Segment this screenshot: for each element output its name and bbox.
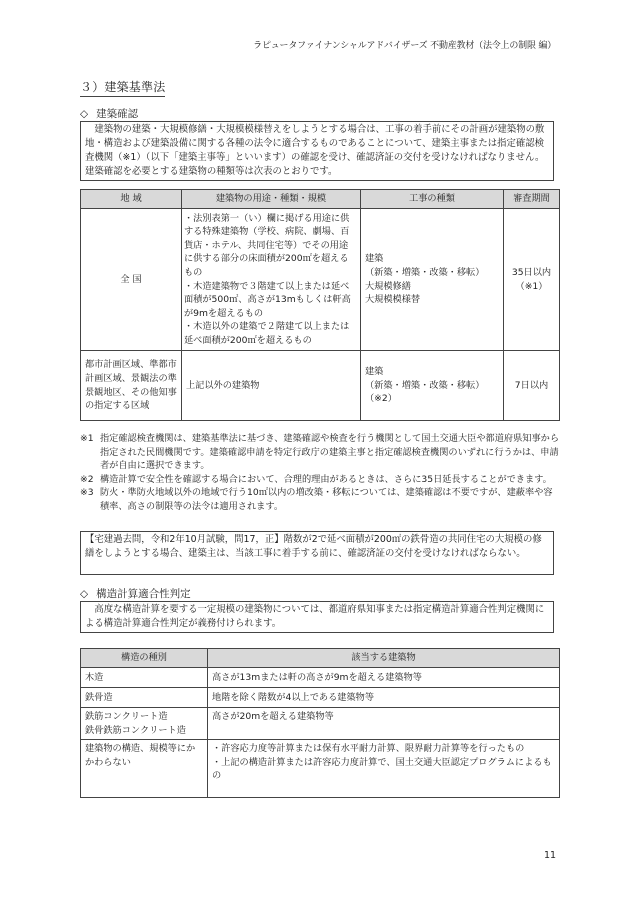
building-confirmation-text: 建築物の建築・大規模修繕・大規模模様替えをしようとする場合は、工事の着手前にその計画が建築物の敷地・構造および建築設備に関する各種の法令に適合するものであることについて、建築主事または指定確認検査機関（※1）（以下「建築主事等」といいます）の確認を受け、確認済証の交付を受けなければなりません。建築確認を必要とする建築物の種類等は次表のとおりです。 xyxy=(80,121,554,181)
work-line: 大規模模様替 xyxy=(365,294,421,306)
column-header: 工事の種類 xyxy=(361,190,504,209)
structural-calculation-text: 高度な構造計算を要する一定規模の建築物については、都道府県知事または指定構造計算適合性判定機関による構造計算適合性判定が義務付けられます。 xyxy=(80,601,554,633)
table-row xyxy=(81,688,560,708)
period-line: （※1） xyxy=(515,280,548,292)
table-row xyxy=(81,708,560,740)
work-line: 建築 xyxy=(365,253,384,265)
structure-type-cell: 鉄骨造 xyxy=(81,688,208,708)
period-cell xyxy=(504,209,560,351)
subsection-heading-building-confirmation xyxy=(80,106,138,121)
work-line: （※2） xyxy=(365,393,397,405)
period-cell: 7日以内 xyxy=(504,351,560,421)
section-title: ３）建築基準法 xyxy=(80,78,165,97)
page-number: 11 xyxy=(544,850,557,861)
footnote-marker: ※1 xyxy=(80,433,94,444)
column-header: 構造の種別 xyxy=(81,649,208,668)
table-row xyxy=(81,668,560,688)
footnote xyxy=(80,486,560,513)
structure-type-cell: 建築物の構造、規模等にかかわらない xyxy=(81,740,208,798)
work-line: （新築・増築・改築・移転） xyxy=(365,266,485,278)
work-line: 大規模修繕 xyxy=(365,280,411,292)
work-type-cell xyxy=(361,351,504,421)
diamond-icon: ◇ xyxy=(80,588,89,600)
work-line: 建築 xyxy=(365,366,384,378)
footnote xyxy=(80,473,560,487)
table-row xyxy=(81,740,560,798)
uses-cell xyxy=(182,209,361,351)
footnote-text: 構造計算で安全性を確認する場合において、合理的理由があるときは、さらに35日延長することができます。 xyxy=(100,473,552,485)
work-line: （新築・増築・改築・移転） xyxy=(365,379,485,391)
column-header: 地 域 xyxy=(81,190,182,209)
applicable-building-cell: ・許容応力度等計算または保有水平耐力計算、限界耐力計算等を行ったもの ・上記の構造計算または許容応力度計算で、国土交通大臣認定プログラムによるもの xyxy=(208,740,560,798)
period-line: 35日以内 xyxy=(511,266,552,278)
table-header-row xyxy=(81,190,560,209)
footnote-text: 指定確認検査機関は、建築基準法に基づき、建築確認や検査を行う機関として国土交通大臣や都道府県知事から指定された民間機関です。建築確認申請を特定行政庁の建築主事と指定確認検査機関のいずれに行うかは、申請者が自由に選択できます。 xyxy=(100,433,560,472)
building-confirmation-table xyxy=(80,189,560,421)
applicable-building-cell: 高さが20mを超える建築物等 xyxy=(208,708,560,740)
table-row xyxy=(81,209,560,351)
running-header: ラピュータファイナンシャルアドバイザーズ 不動産教材（法令上の制限 編） xyxy=(253,41,556,51)
footnotes xyxy=(80,432,560,514)
applicable-building-cell: 高さが13mまたは軒の高さが9mを超える建築物等 xyxy=(208,668,560,688)
list-item: ・木造以外の建築で２階建て以上または延べ面積が200㎡を超えるもの xyxy=(184,321,350,346)
footnote-marker: ※3 xyxy=(80,487,94,499)
applicable-building-cell: 地階を除く階数が4以上である建築物等 xyxy=(208,688,560,708)
work-type-cell xyxy=(361,209,504,351)
area-cell: 全 国 xyxy=(81,209,182,351)
structural-table xyxy=(80,648,560,798)
list-item: ・法別表第一（い）欄に掲げる用途に供する特殊建築物（学校、病院、劇場、百貨店・ホテル、共同住宅等）でその用途に供する部分の床面積が200㎡を超えるもの xyxy=(184,212,350,278)
footnote-text: 防火・準防火地域以外の地域で行う10㎡以内の増改築・移転については、建築確認は不要ですが、建蔽率や容積率、高さの制限等の法令は適用されます。 xyxy=(100,487,553,512)
footnote xyxy=(80,432,560,473)
footnote-marker: ※2 xyxy=(80,473,94,485)
list-item: ・木造建築物で３階建て以上または延べ面積が500㎡、高さが13mもしくは軒高が9mを超えるもの xyxy=(184,280,351,319)
diamond-icon: ◇ xyxy=(80,108,89,120)
structure-type-cell: 木造 xyxy=(81,668,208,688)
column-header: 審査期間 xyxy=(504,190,560,209)
subsection-heading-structural xyxy=(80,586,191,601)
uses-cell: 上記以外の建築物 xyxy=(182,351,361,421)
subsection-heading-text: 建築確認 xyxy=(96,108,139,120)
table-row xyxy=(81,351,560,421)
table-header-row xyxy=(81,649,560,668)
column-header: 建築物の用途・種類・規模 xyxy=(182,190,361,209)
column-header: 該当する建築物 xyxy=(208,649,560,668)
past-exam-box: 【宅建過去問，令和2年10月試験，問17，正】階数が2で延べ面積が200㎡の鉄骨造の共同住宅の大規模の修繕をしようとする場合、建築主は、当該工事に着手する前に、確認済証の交付を受けなければならない。 xyxy=(80,531,554,575)
structure-type-cell: 鉄筋コンクリート造 鉄骨鉄筋コンクリート造 xyxy=(81,708,208,740)
subsection-heading-text: 構造計算適合性判定 xyxy=(96,588,191,600)
area-cell: 都市計画区域、準都市計画区域、景観法の準景観地区、その他知事の指定する区域 xyxy=(81,351,182,421)
